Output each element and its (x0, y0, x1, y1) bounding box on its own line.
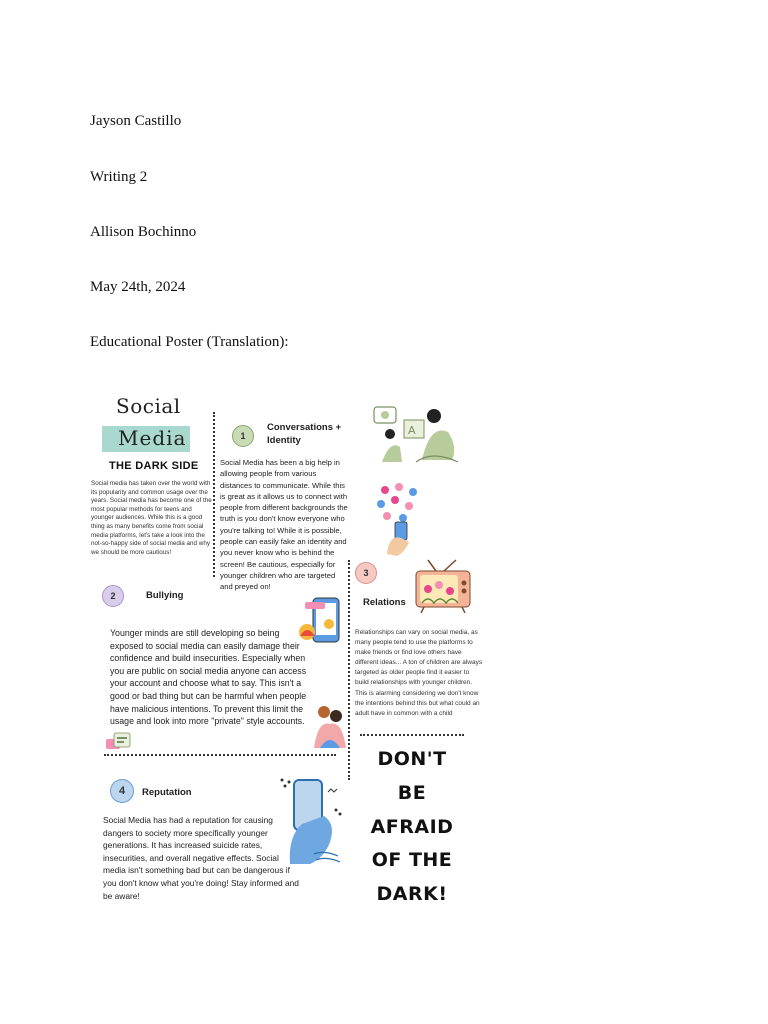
retro-tv-icon (414, 559, 472, 613)
poster-subtitle: THE DARK SIDE (109, 460, 199, 472)
people-hugging-icon (310, 704, 350, 752)
section-3-title: Relations (363, 597, 406, 608)
divider-horizontal-right (360, 734, 464, 736)
slogan-line-2: BE (397, 781, 427, 804)
poster-title-media: Media (118, 426, 187, 450)
poster-slogan (360, 748, 464, 917)
assignment-title: Educational Poster (Translation): (90, 334, 289, 350)
section-2-text: Younger minds are still developing so being exposed to social media can easily damage their confidence and build insecurities. Especially when you are public on social media anyone can access your account and choose what to say. This isn't a good or bad thing but can be harmful when people have malicious intentions. To prevent this limit the usage and look into more "private" style accounts. (110, 628, 307, 727)
slogan-line-4: OF THE (371, 849, 453, 872)
section-4-number: 4 (110, 779, 134, 803)
divider-horizontal-left (104, 754, 336, 756)
slogan-line-5: DARK! (376, 883, 448, 906)
divider-vertical-middle (348, 560, 350, 780)
section-2-number: 2 (102, 585, 124, 607)
section-1-number: 1 (232, 425, 254, 447)
phone-emoji-icon (297, 596, 345, 646)
conversation-people-icon (372, 402, 462, 467)
course-name: Writing 2 (90, 169, 148, 185)
svg-text:A: A (408, 424, 416, 437)
message-notification-icon (106, 731, 132, 753)
divider-vertical-top (213, 412, 215, 577)
educational-poster (92, 382, 484, 917)
poster-intro-text: Social media has taken over the world with its popularity and common usage over the years. Social media has become one of the most popular methods for teens and younger audiences. While this is a good thing as many benefits come from social media platforms, let's take a look into the not-so-happy side of social media and why we should be more cautious! (91, 480, 212, 556)
instructor-name: Allison Bochinno (90, 224, 197, 240)
section-4-text: Social Media has had a reputation for causing dangers to society more specifically younger generations. It has increased suicide rates, insecurities, and overall negative effects. Social media isn't something bad but can be dangerous if you don't know what you're doing! Stay informed and be aware! (103, 815, 299, 901)
section-3-text: Relationships can vary on social media, as many people tend to use the platforms to make friends or find love others have different ideas... A ton of children are always targeted as older people find it easier to build relationships with younger children. This is alarming considering we don't know the intentions behind this but what could an adult have in common with a child (355, 629, 483, 717)
phone-reactions-icon (375, 482, 425, 557)
slogan-line-1: DON'T (377, 748, 447, 770)
poster-title-social: Social (116, 394, 181, 418)
hand-phone-icon (280, 776, 344, 866)
document-date: May 24th, 2024 (90, 279, 186, 295)
section-1-text: Social Media has been a big help in allowing people from various distances to communicate. While this is great as it allows us to connect with people from different backgrounds the truth is you don't know everyone who you're talking to! While it is possible, people can easily fake an identity and you never know who is behind the screen! Be cautious, especially for younger children who are targeted and preyed on! (220, 458, 348, 592)
section-1-title: Conversations + Identity (267, 422, 342, 446)
section-4-title: Reputation (142, 787, 192, 798)
author-name: Jayson Castillo (90, 113, 182, 129)
section-2-title: Bullying (146, 590, 184, 601)
section-3-number: 3 (355, 562, 377, 584)
slogan-line-3: AFRAID (370, 815, 454, 838)
